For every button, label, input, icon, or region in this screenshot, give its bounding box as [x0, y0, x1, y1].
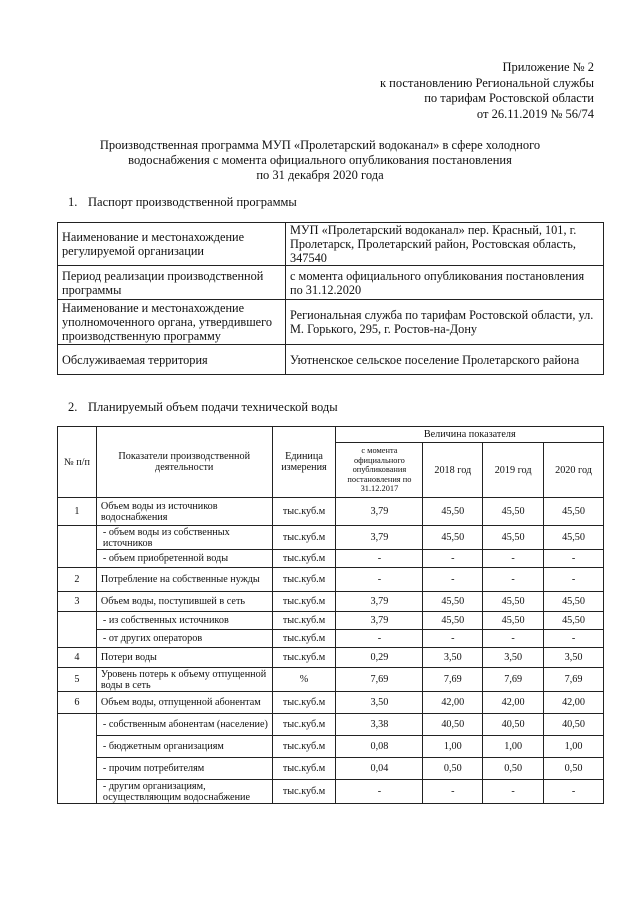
row-value-period: 0,08: [336, 736, 423, 758]
section-number: 2.: [68, 400, 78, 414]
row-value-2019: 0,50: [483, 758, 544, 780]
table-row: [58, 498, 604, 526]
passport-value: МУП «Пролетарский водоканал» пер. Красный, 101, г. Пролетарск, Пролетарский район, Ростовская область, 347540: [286, 223, 604, 266]
header-unit: Единица измерения: [272, 427, 336, 498]
header-period: с момента официального опубликования постановления по 31.12.2017: [336, 443, 423, 498]
row-number: [58, 612, 97, 648]
row-number: 4: [58, 648, 97, 668]
header-indicator: Показатели производственной деятельности: [96, 427, 272, 498]
appendix-line: по тарифам Ростовской области: [424, 91, 594, 105]
row-value-2018: 45,50: [423, 526, 483, 550]
table-row: [58, 526, 604, 550]
row-value-2018: -: [423, 630, 483, 648]
passport-label: Обслуживаемая территория: [58, 345, 286, 375]
passport-label: Наименование и местонахождение уполномоченного органа, утвердившего производственную программу: [58, 300, 286, 345]
row-indicator: Потребление на собственные нужды: [96, 568, 272, 592]
row-value-2018: 0,50: [423, 758, 483, 780]
table-row: [58, 568, 604, 592]
row-number: 1: [58, 498, 97, 526]
row-indicator: - собственным абонентам (население): [96, 714, 272, 736]
row-value-2018: 1,00: [423, 736, 483, 758]
row-value-2020: 0,50: [544, 758, 604, 780]
row-indicator: - прочим потребителям: [96, 758, 272, 780]
row-unit: тыс.куб.м: [272, 550, 336, 568]
header-row: [58, 427, 604, 443]
section-title: Планируемый объем подачи технической воды: [88, 400, 338, 414]
row-unit: тыс.куб.м: [272, 498, 336, 526]
row-value-2018: 3,50: [423, 648, 483, 668]
row-value-2018: 7,69: [423, 668, 483, 692]
row-value-period: 7,69: [336, 668, 423, 692]
table-row: [58, 736, 604, 758]
row-value-2018: -: [423, 780, 483, 804]
row-value-2019: 45,50: [483, 498, 544, 526]
row-value-2018: -: [423, 550, 483, 568]
passport-label: Наименование и местонахождение регулируемой организации: [58, 223, 286, 266]
header-value-group: Величина показателя: [336, 427, 604, 443]
row-value-2018: -: [423, 568, 483, 592]
row-value-2019: 1,00: [483, 736, 544, 758]
row-unit: тыс.куб.м: [272, 592, 336, 612]
row-indicator: Потери воды: [96, 648, 272, 668]
row-value-2020: 45,50: [544, 526, 604, 550]
row-unit: тыс.куб.м: [272, 612, 336, 630]
row-value-2020: -: [544, 568, 604, 592]
header-year: 2020 год: [544, 443, 604, 498]
row-value-2020: 40,50: [544, 714, 604, 736]
table-row: [58, 300, 604, 345]
table-row: [58, 692, 604, 714]
row-indicator: - объем воды из собственных источников: [96, 526, 272, 550]
row-indicator: Объем воды из источников водоснабжения: [96, 498, 272, 526]
section-number: 1.: [68, 195, 78, 209]
row-value-2019: 3,50: [483, 648, 544, 668]
passport-table: [57, 222, 604, 375]
table-row: [58, 758, 604, 780]
row-value-2019: 45,50: [483, 612, 544, 630]
row-indicator: - объем приобретенной воды: [96, 550, 272, 568]
row-number: 2: [58, 568, 97, 592]
row-value-period: 0,29: [336, 648, 423, 668]
header-year: 2018 год: [423, 443, 483, 498]
row-indicator: Уровень потерь к объему отпущенной воды в сеть: [96, 668, 272, 692]
title-line: по 31 декабря 2020 года: [256, 168, 384, 182]
row-value-2018: 40,50: [423, 714, 483, 736]
row-value-2018: 45,50: [423, 612, 483, 630]
row-value-2020: -: [544, 630, 604, 648]
row-value-2020: 42,00: [544, 692, 604, 714]
row-value-period: 3,79: [336, 526, 423, 550]
row-value-2019: -: [483, 630, 544, 648]
row-value-2019: 45,50: [483, 592, 544, 612]
table-row: [58, 668, 604, 692]
row-value-2020: 45,50: [544, 592, 604, 612]
row-value-period: -: [336, 630, 423, 648]
appendix-line: Приложение № 2: [502, 60, 594, 74]
appendix-line: от 26.11.2019 № 56/74: [476, 106, 594, 121]
passport-value: с момента официального опубликования постановления по 31.12.2020: [286, 266, 604, 300]
row-unit: тыс.куб.м: [272, 780, 336, 804]
volume-table: [57, 426, 604, 804]
row-indicator: - от других операторов: [96, 630, 272, 648]
title-line: Производственная программа МУП «Пролетарский водоканал» в сфере холодного: [99, 138, 541, 152]
row-indicator: - из собственных источников: [96, 612, 272, 630]
appendix-block: [380, 60, 594, 122]
table-row: [58, 714, 604, 736]
row-value-period: -: [336, 550, 423, 568]
row-unit: %: [272, 668, 336, 692]
table-row: [58, 223, 604, 266]
row-number: 3: [58, 592, 97, 612]
row-value-2020: -: [544, 780, 604, 804]
row-number: [58, 526, 97, 568]
row-indicator: Объем воды, поступившей в сеть: [96, 592, 272, 612]
table-row: [58, 266, 604, 300]
table-row: [58, 345, 604, 375]
row-unit: тыс.куб.м: [272, 714, 336, 736]
table-row: [58, 630, 604, 648]
document-title: [80, 138, 560, 183]
section-title: Паспорт производственной программы: [88, 195, 297, 209]
passport-value: Региональная служба по тарифам Ростовской области, ул. М. Горького, 295, г. Ростов-на-Дону: [286, 300, 604, 345]
row-value-2019: -: [483, 568, 544, 592]
row-value-2019: 42,00: [483, 692, 544, 714]
row-value-period: 3,38: [336, 714, 423, 736]
table-row: [58, 550, 604, 568]
row-value-2019: -: [483, 550, 544, 568]
row-value-2020: 3,50: [544, 648, 604, 668]
row-unit: тыс.куб.м: [272, 758, 336, 780]
row-value-period: 3,79: [336, 612, 423, 630]
row-value-period: 3,79: [336, 498, 423, 526]
header-num: № п/п: [58, 427, 97, 498]
row-value-2019: -: [483, 780, 544, 804]
row-unit: тыс.куб.м: [272, 648, 336, 668]
row-unit: тыс.куб.м: [272, 630, 336, 648]
header-year: 2019 год: [483, 443, 544, 498]
row-value-2018: 42,00: [423, 692, 483, 714]
row-indicator: - бюджетным организациям: [96, 736, 272, 758]
row-value-2018: 45,50: [423, 592, 483, 612]
row-number: [58, 714, 97, 804]
section-1-heading: [68, 195, 297, 210]
table-row: [58, 648, 604, 668]
passport-value: Уютненское сельское поселение Пролетарского района: [286, 345, 604, 375]
row-value-2020: 7,69: [544, 668, 604, 692]
row-value-2019: 7,69: [483, 668, 544, 692]
row-unit: тыс.куб.м: [272, 526, 336, 550]
row-indicator: - другим организациям, осуществляющим водоснабжение: [96, 780, 272, 804]
table-row: [58, 592, 604, 612]
row-value-2019: 40,50: [483, 714, 544, 736]
appendix-line: к постановлению Региональной службы: [379, 75, 594, 90]
table-row: [58, 612, 604, 630]
row-value-period: 3,50: [336, 692, 423, 714]
row-value-2020: 1,00: [544, 736, 604, 758]
row-value-2019: 45,50: [483, 526, 544, 550]
row-value-2018: 45,50: [423, 498, 483, 526]
row-value-2020: -: [544, 550, 604, 568]
table-row: [58, 780, 604, 804]
row-unit: тыс.куб.м: [272, 568, 336, 592]
row-indicator: Объем воды, отпущенной абонентам: [96, 692, 272, 714]
row-value-period: -: [336, 568, 423, 592]
row-unit: тыс.куб.м: [272, 736, 336, 758]
section-2-heading: [68, 400, 338, 415]
row-value-2020: 45,50: [544, 612, 604, 630]
passport-label: Период реализации производственной программы: [58, 266, 286, 300]
row-value-period: -: [336, 780, 423, 804]
title-line: водоснабжения с момента официального опубликования постановления: [128, 153, 512, 167]
row-number: 6: [58, 692, 97, 714]
row-unit: тыс.куб.м: [272, 692, 336, 714]
row-number: 5: [58, 668, 97, 692]
row-value-period: 0,04: [336, 758, 423, 780]
row-value-period: 3,79: [336, 592, 423, 612]
row-value-2020: 45,50: [544, 498, 604, 526]
